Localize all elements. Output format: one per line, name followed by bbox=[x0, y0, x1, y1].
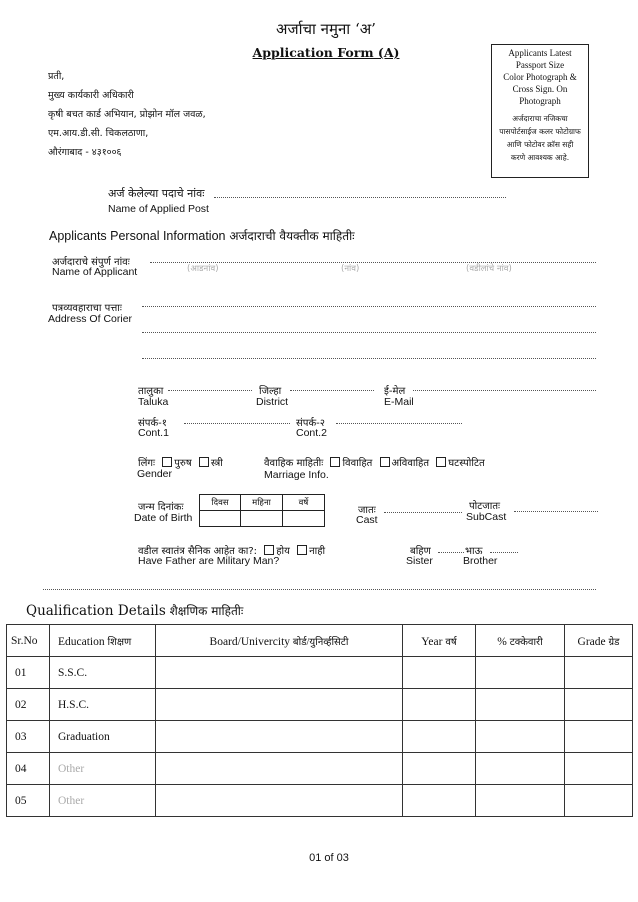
father-name-hint: (वडीलांचे नांव) bbox=[466, 264, 512, 274]
sister-label-en: Sister bbox=[406, 555, 433, 567]
marriage-label-en: Marriage Info. bbox=[264, 469, 329, 481]
military-yes-checkbox[interactable] bbox=[264, 545, 274, 555]
year-cell[interactable] bbox=[403, 657, 476, 689]
dob-year-header: वर्षे bbox=[283, 495, 325, 511]
page-title: Application Form (A) bbox=[252, 45, 400, 60]
header-text-mr: ग्रेड bbox=[608, 636, 620, 648]
grade-cell[interactable] bbox=[565, 657, 633, 689]
brother-label-mr: भाऊ bbox=[465, 546, 483, 557]
contact2-label-mr: संपर्क-२ bbox=[296, 418, 325, 429]
male-option-label: पुरुष bbox=[174, 458, 192, 469]
photo-instruction-en bbox=[492, 47, 588, 107]
dob-year-cell[interactable] bbox=[283, 511, 325, 527]
military-no-checkbox[interactable] bbox=[297, 545, 307, 555]
surname-hint: (आडनांव) bbox=[187, 264, 219, 274]
photo-line: Applicants Latest bbox=[508, 48, 572, 58]
photo-line: Color Photograph & bbox=[503, 72, 577, 82]
table-row bbox=[7, 657, 633, 689]
page-title-marathi: अर्जाचा नमुना ‘अ’ bbox=[276, 20, 376, 38]
header-text: Year bbox=[421, 635, 443, 648]
percent-cell[interactable] bbox=[476, 689, 565, 721]
name-hint: (नांव) bbox=[341, 264, 360, 274]
table-row bbox=[7, 721, 633, 753]
marriage-options bbox=[264, 455, 485, 469]
address-line: मुख्य कार्यकारी अधिकारी bbox=[48, 90, 134, 101]
sr-cell: 01 bbox=[7, 657, 50, 689]
address-label-mr: पत्रव्यवहाराचा पत्ताः bbox=[52, 303, 122, 314]
table-header-row bbox=[7, 625, 633, 657]
year-cell[interactable] bbox=[403, 721, 476, 753]
photo-line: पासपोर्टसाईज कलर फोटोग्राफ bbox=[499, 127, 581, 136]
education-cell: Graduation bbox=[50, 721, 156, 753]
sister-field[interactable] bbox=[438, 552, 464, 553]
sr-cell: 02 bbox=[7, 689, 50, 721]
female-checkbox[interactable] bbox=[199, 457, 209, 467]
qualification-table bbox=[6, 624, 633, 817]
header-text-mr: टक्केवारी bbox=[509, 636, 543, 648]
brother-field[interactable] bbox=[490, 552, 518, 553]
married-option-label: विवाहित bbox=[342, 458, 373, 469]
dob-day-cell[interactable] bbox=[200, 511, 241, 527]
gender-label-en: Gender bbox=[137, 468, 173, 480]
photo-instruction-mr bbox=[492, 112, 588, 164]
header-text: Grade bbox=[577, 635, 606, 648]
header-text: Board/Univercity bbox=[209, 635, 291, 648]
education-cell[interactable]: Other bbox=[50, 785, 156, 817]
unmarried-checkbox[interactable] bbox=[380, 457, 390, 467]
taluka-label-en: Taluka bbox=[138, 396, 169, 408]
district-field[interactable] bbox=[290, 390, 374, 391]
grade-cell[interactable] bbox=[565, 785, 633, 817]
board-cell[interactable] bbox=[156, 689, 403, 721]
year-cell[interactable] bbox=[403, 753, 476, 785]
gender-label-mr: लिंगः bbox=[138, 458, 156, 469]
qualification-heading-en: Qualification Details bbox=[26, 603, 166, 619]
col-grade-header bbox=[565, 625, 633, 657]
year-cell[interactable] bbox=[403, 785, 476, 817]
address-line-3-field[interactable] bbox=[142, 358, 596, 359]
photo-line: Cross Sign. On bbox=[512, 84, 568, 94]
board-cell[interactable] bbox=[156, 657, 403, 689]
page-number: 01 of 03 bbox=[309, 852, 349, 864]
photo-line: अर्जदाराचा नजिकचा bbox=[512, 114, 568, 123]
email-label-en: E-Mail bbox=[384, 396, 414, 408]
contact1-label-mr: संपर्क-१ bbox=[138, 418, 167, 429]
married-checkbox[interactable] bbox=[330, 457, 340, 467]
percent-cell[interactable] bbox=[476, 753, 565, 785]
district-label-mr: जिल्हा bbox=[259, 386, 282, 397]
military-label-mr: वडील स्वातंत्र सैनिक आहेत का?: bbox=[138, 546, 258, 557]
personal-info-heading bbox=[49, 227, 355, 244]
grade-cell[interactable] bbox=[565, 689, 633, 721]
dob-label-en: Date of Birth bbox=[134, 512, 193, 524]
sister-label-mr: बहिण bbox=[410, 546, 431, 557]
photo-box[interactable] bbox=[491, 44, 589, 178]
table-row bbox=[7, 785, 633, 817]
col-board-header bbox=[156, 625, 403, 657]
header-text-mr: शिक्षण bbox=[107, 636, 132, 648]
address-line: प्रती, bbox=[48, 71, 65, 82]
education-cell[interactable]: Other bbox=[50, 753, 156, 785]
photo-line: Photograph bbox=[519, 96, 561, 106]
photo-line: आणि फोटोवर क्रॉस सही bbox=[506, 140, 574, 149]
contact1-label-en: Cont.1 bbox=[138, 427, 169, 439]
sr-cell: 04 bbox=[7, 753, 50, 785]
military-yes-label: होय bbox=[276, 546, 290, 557]
address-line: एम.आय.डी.सी. चिकलठाणा, bbox=[48, 128, 149, 139]
education-cell: H.S.C. bbox=[50, 689, 156, 721]
post-label-mr: अर्ज केलेल्या पदाचे नांवः bbox=[108, 187, 205, 200]
unmarried-option-label: अविवाहित bbox=[391, 458, 430, 469]
contact2-label-en: Cont.2 bbox=[296, 427, 327, 439]
grade-cell[interactable] bbox=[565, 721, 633, 753]
subcaste-label-en: SubCast bbox=[466, 511, 507, 523]
dob-grid bbox=[199, 494, 325, 527]
photo-line: Passport Size bbox=[515, 60, 565, 70]
name-label-en: Name of Applicant bbox=[52, 266, 138, 278]
dob-month-cell[interactable] bbox=[241, 511, 283, 527]
brother-label-en: Brother bbox=[463, 555, 498, 567]
header-text-mr: वर्ष bbox=[445, 636, 457, 648]
personal-info-heading-en: Applicants Personal Information bbox=[49, 229, 226, 243]
post-field[interactable] bbox=[214, 197, 506, 198]
col-percent-header bbox=[476, 625, 565, 657]
address-line-1-field[interactable] bbox=[142, 306, 596, 307]
taluka-field[interactable] bbox=[168, 390, 252, 391]
percent-cell[interactable] bbox=[476, 785, 565, 817]
post-label-en: Name of Applied Post bbox=[108, 203, 209, 215]
name-label-mr: अर्जदाराचे संपुर्ण नांवः bbox=[52, 257, 130, 268]
board-cell[interactable] bbox=[156, 785, 403, 817]
caste-field[interactable] bbox=[384, 512, 462, 513]
dob-label-mr: जन्म दिनांकः bbox=[138, 502, 184, 513]
grade-cell[interactable] bbox=[565, 753, 633, 785]
address-line: कृषी बचत कार्ड अभियान, प्रोझोन मॉल जवळ, bbox=[48, 109, 206, 120]
district-label-en: District bbox=[256, 396, 289, 408]
dob-month-header: महिना bbox=[241, 495, 283, 511]
subcaste-label-mr: पोटजातः bbox=[469, 501, 501, 512]
dob-day-header: दिवस bbox=[200, 495, 241, 511]
percent-cell[interactable] bbox=[476, 721, 565, 753]
percent-cell[interactable] bbox=[476, 657, 565, 689]
header-text: Sr.No bbox=[11, 634, 38, 647]
address-label-en: Address Of Corier bbox=[48, 313, 133, 325]
contact2-field[interactable] bbox=[336, 423, 462, 424]
address-line-2-field[interactable] bbox=[142, 332, 596, 333]
gender-options bbox=[138, 455, 223, 469]
col-year-header bbox=[403, 625, 476, 657]
subcaste-field[interactable] bbox=[514, 511, 598, 512]
header-text-mr: बोर्ड/युनिर्व्हसिटी bbox=[292, 636, 349, 648]
table-row bbox=[7, 689, 633, 721]
board-cell[interactable] bbox=[156, 721, 403, 753]
col-education-header bbox=[50, 625, 156, 657]
address-line: औरंगाबाद - ४३१००६ bbox=[48, 147, 122, 158]
qualification-heading-mr: शैक्षणिक माहितीः bbox=[169, 604, 244, 618]
contact1-field[interactable] bbox=[184, 423, 290, 424]
caste-label-en: Cast bbox=[356, 514, 378, 526]
marriage-label-mr: वैवाहिक माहितीः bbox=[264, 458, 324, 469]
recipient-address bbox=[48, 67, 206, 162]
section-divider bbox=[43, 589, 596, 590]
board-cell[interactable] bbox=[156, 753, 403, 785]
military-label-en: Have Father are Military Man? bbox=[138, 555, 280, 567]
sr-cell: 05 bbox=[7, 785, 50, 817]
sr-cell: 03 bbox=[7, 721, 50, 753]
col-sr-header bbox=[7, 625, 50, 657]
table-row bbox=[7, 753, 633, 785]
qualification-heading bbox=[26, 602, 243, 619]
female-option-label: स्त्री bbox=[210, 458, 223, 469]
year-cell[interactable] bbox=[403, 689, 476, 721]
caste-label-mr: जातः bbox=[358, 505, 376, 516]
male-checkbox[interactable] bbox=[162, 457, 172, 467]
divorced-checkbox[interactable] bbox=[436, 457, 446, 467]
email-field[interactable] bbox=[413, 390, 596, 391]
divorced-option-label: घटस्पोटित bbox=[448, 458, 485, 469]
military-no-label: नाही bbox=[309, 546, 326, 557]
header-text: Education bbox=[58, 635, 105, 648]
photo-line: करणे आवश्यक आहे. bbox=[510, 153, 570, 162]
header-text: % bbox=[497, 635, 507, 648]
email-label-mr: ई-मेल bbox=[384, 386, 406, 397]
personal-info-heading-mr: अर्जदाराची वैयक्तीक माहितीः bbox=[229, 229, 355, 243]
taluka-label-mr: तालुका bbox=[138, 386, 164, 397]
education-cell: S.S.C. bbox=[50, 657, 156, 689]
